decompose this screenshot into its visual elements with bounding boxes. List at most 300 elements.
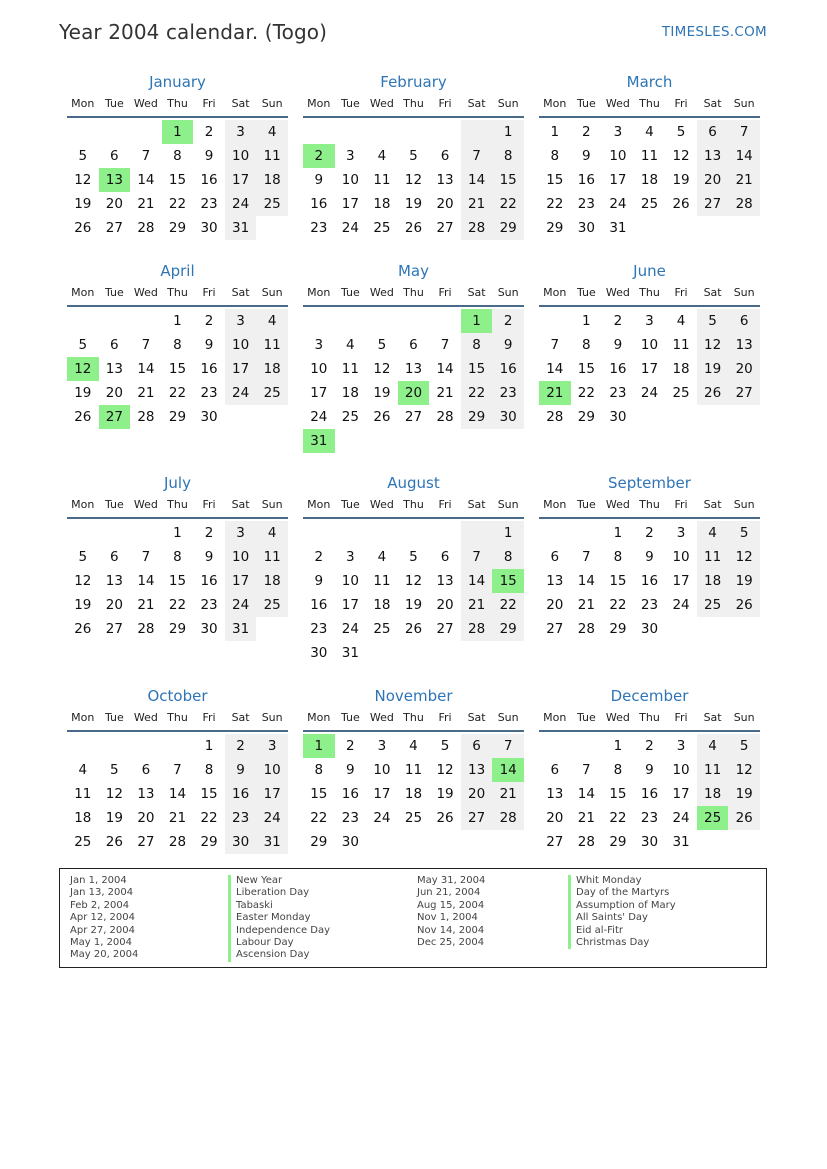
day-cell[interactable]: 1 xyxy=(204,738,214,754)
day-cell[interactable]: 13 xyxy=(728,333,760,357)
day-cell[interactable]: 13 xyxy=(546,786,564,802)
day-cell[interactable]: 24 xyxy=(609,196,627,212)
day-cell[interactable]: 17 xyxy=(640,361,659,377)
day-cell[interactable]: 12 xyxy=(697,333,729,357)
day-cell[interactable]: 15 xyxy=(609,573,627,589)
day-cell[interactable]: 25 xyxy=(74,834,92,850)
day-cell[interactable]: 23 xyxy=(200,385,218,401)
day-cell[interactable]: 1 xyxy=(492,521,524,545)
day-cell[interactable]: 24 xyxy=(341,621,359,637)
day-cell[interactable]: 23 xyxy=(640,810,659,826)
day-cell[interactable]: 30 xyxy=(640,834,659,850)
day-cell[interactable]: 3 xyxy=(377,738,387,754)
day-cell[interactable]: 3 xyxy=(645,313,654,329)
day-cell[interactable]: 12 xyxy=(728,545,760,569)
day-cell[interactable]: 14 xyxy=(137,573,155,589)
day-cell[interactable]: 11 xyxy=(256,144,288,168)
day-cell[interactable]: 23 xyxy=(341,810,359,826)
day-cell[interactable]: 19 xyxy=(728,782,760,806)
day-cell[interactable]: 10 xyxy=(256,758,288,782)
day-cell[interactable]: 4 xyxy=(409,738,418,754)
day-cell[interactable]: 18 xyxy=(256,168,288,192)
day-cell[interactable]: 5 xyxy=(697,309,729,333)
day-cell[interactable]: 5 xyxy=(676,124,686,140)
site-link[interactable]: TIMESLES.COM xyxy=(661,24,767,40)
day-cell[interactable]: 4 xyxy=(676,313,686,329)
day-cell[interactable]: 13 xyxy=(404,361,423,377)
day-cell[interactable]: 27 xyxy=(105,621,123,637)
day-cell[interactable]: 12 xyxy=(105,786,123,802)
day-cell[interactable]: 20 xyxy=(398,381,430,405)
day-cell[interactable]: 7 xyxy=(141,337,151,353)
day-cell[interactable]: 25 xyxy=(697,593,729,617)
day-cell[interactable]: 29 xyxy=(168,621,187,637)
day-cell[interactable]: 6 xyxy=(440,148,450,164)
day-cell[interactable]: 31 xyxy=(609,220,627,236)
day-cell[interactable]: 23 xyxy=(310,621,328,637)
day-cell[interactable]: 7 xyxy=(728,120,760,144)
day-cell[interactable]: 18 xyxy=(74,810,92,826)
day-cell[interactable]: 18 xyxy=(697,782,729,806)
day-cell[interactable]: 30 xyxy=(200,621,218,637)
day-cell[interactable]: 21 xyxy=(577,597,595,613)
day-cell[interactable]: 20 xyxy=(546,597,564,613)
day-cell[interactable]: 3 xyxy=(225,309,257,333)
day-cell[interactable]: 18 xyxy=(256,357,288,381)
day-cell[interactable]: 16 xyxy=(577,172,595,188)
day-cell[interactable]: 9 xyxy=(582,148,591,164)
day-cell[interactable]: 23 xyxy=(310,220,328,236)
day-cell[interactable]: 6 xyxy=(110,148,119,164)
day-cell[interactable]: 22 xyxy=(310,810,328,826)
day-cell[interactable]: 29 xyxy=(577,409,595,425)
day-cell[interactable]: 16 xyxy=(200,172,218,188)
day-cell[interactable]: 10 xyxy=(672,762,690,778)
day-cell[interactable]: 26 xyxy=(404,220,423,236)
day-cell[interactable]: 18 xyxy=(373,196,391,212)
day-cell[interactable]: 14 xyxy=(137,361,155,377)
day-cell[interactable]: 14 xyxy=(436,361,454,377)
day-cell[interactable]: 29 xyxy=(609,834,627,850)
day-cell[interactable]: 25 xyxy=(697,806,729,830)
day-cell[interactable]: 2 xyxy=(204,124,214,140)
day-cell[interactable]: 8 xyxy=(550,148,560,164)
day-cell[interactable]: 8 xyxy=(582,337,591,353)
day-cell[interactable]: 23 xyxy=(609,385,627,401)
day-cell[interactable]: 5 xyxy=(377,337,387,353)
day-cell[interactable]: 27 xyxy=(436,220,454,236)
day-cell[interactable]: 2 xyxy=(346,738,355,754)
day-cell[interactable]: 3 xyxy=(256,734,288,758)
day-cell[interactable]: 24 xyxy=(310,409,328,425)
day-cell[interactable]: 29 xyxy=(200,834,218,850)
day-cell[interactable]: 24 xyxy=(341,220,359,236)
day-cell[interactable]: 10 xyxy=(373,762,391,778)
day-cell[interactable]: 19 xyxy=(404,196,423,212)
day-cell[interactable]: 6 xyxy=(461,734,493,758)
day-cell[interactable]: 17 xyxy=(672,573,690,589)
day-cell[interactable]: 19 xyxy=(74,597,92,613)
day-cell[interactable]: 29 xyxy=(609,621,627,637)
day-cell[interactable]: 30 xyxy=(200,409,218,425)
day-cell[interactable]: 22 xyxy=(546,196,564,212)
day-cell[interactable]: 11 xyxy=(373,573,391,589)
day-cell[interactable]: 31 xyxy=(225,617,257,641)
day-cell[interactable]: 9 xyxy=(613,337,623,353)
day-cell[interactable]: 5 xyxy=(728,734,760,758)
day-cell[interactable]: 7 xyxy=(550,337,560,353)
day-cell[interactable]: 6 xyxy=(728,309,760,333)
day-cell[interactable]: 13 xyxy=(105,573,123,589)
day-cell[interactable]: 5 xyxy=(409,148,418,164)
day-cell[interactable]: 16 xyxy=(640,786,659,802)
day-cell[interactable]: 10 xyxy=(640,337,659,353)
day-cell[interactable]: 7 xyxy=(440,337,450,353)
day-cell[interactable]: 10 xyxy=(225,144,257,168)
day-cell[interactable]: 11 xyxy=(404,762,423,778)
day-cell[interactable]: 16 xyxy=(200,361,218,377)
day-cell[interactable]: 14 xyxy=(168,786,187,802)
day-cell[interactable]: 9 xyxy=(314,172,324,188)
day-cell[interactable]: 23 xyxy=(200,196,218,212)
day-cell[interactable]: 16 xyxy=(341,786,359,802)
day-cell[interactable]: 4 xyxy=(645,124,654,140)
day-cell[interactable]: 2 xyxy=(645,738,654,754)
day-cell[interactable]: 28 xyxy=(728,192,760,216)
day-cell[interactable]: 1 xyxy=(303,734,335,758)
day-cell[interactable]: 12 xyxy=(74,573,92,589)
day-cell[interactable]: 20 xyxy=(105,597,123,613)
day-cell[interactable]: 12 xyxy=(404,172,423,188)
day-cell[interactable]: 13 xyxy=(436,573,454,589)
day-cell[interactable]: 24 xyxy=(256,806,288,830)
day-cell[interactable]: 12 xyxy=(728,758,760,782)
day-cell[interactable]: 5 xyxy=(728,521,760,545)
day-cell[interactable]: 31 xyxy=(256,830,288,854)
day-cell[interactable]: 15 xyxy=(310,786,328,802)
day-cell[interactable]: 20 xyxy=(436,196,454,212)
day-cell[interactable]: 25 xyxy=(373,621,391,637)
day-cell[interactable]: 19 xyxy=(436,786,454,802)
day-cell[interactable]: 5 xyxy=(110,762,119,778)
day-cell[interactable]: 2 xyxy=(204,525,214,541)
day-cell[interactable]: 8 xyxy=(173,337,182,353)
day-cell[interactable]: 10 xyxy=(672,549,690,565)
day-cell[interactable]: 26 xyxy=(436,810,454,826)
day-cell[interactable]: 7 xyxy=(461,545,493,569)
day-cell[interactable]: 18 xyxy=(640,172,659,188)
day-cell[interactable]: 16 xyxy=(310,196,328,212)
day-cell[interactable]: 16 xyxy=(310,597,328,613)
day-cell[interactable]: 1 xyxy=(492,120,524,144)
day-cell[interactable]: 8 xyxy=(613,549,623,565)
day-cell[interactable]: 26 xyxy=(74,621,92,637)
day-cell[interactable]: 6 xyxy=(110,337,119,353)
day-cell[interactable]: 31 xyxy=(672,834,690,850)
day-cell[interactable]: 26 xyxy=(697,381,729,405)
day-cell[interactable]: 6 xyxy=(550,762,560,778)
day-cell[interactable]: 21 xyxy=(461,593,493,617)
day-cell[interactable]: 14 xyxy=(577,786,595,802)
day-cell[interactable]: 24 xyxy=(672,597,690,613)
day-cell[interactable]: 1 xyxy=(582,313,591,329)
day-cell[interactable]: 19 xyxy=(373,385,391,401)
day-cell[interactable]: 3 xyxy=(314,337,324,353)
day-cell[interactable]: 10 xyxy=(225,333,257,357)
day-cell[interactable]: 3 xyxy=(613,124,623,140)
day-cell[interactable]: 9 xyxy=(314,573,324,589)
day-cell[interactable]: 30 xyxy=(310,645,328,661)
day-cell[interactable]: 6 xyxy=(550,549,560,565)
day-cell[interactable]: 15 xyxy=(492,168,524,192)
day-cell[interactable]: 25 xyxy=(672,385,690,401)
day-cell[interactable]: 4 xyxy=(256,120,288,144)
day-cell[interactable]: 28 xyxy=(461,216,493,240)
day-cell[interactable]: 9 xyxy=(492,333,524,357)
day-cell[interactable]: 1 xyxy=(613,525,623,541)
day-cell[interactable]: 25 xyxy=(373,220,391,236)
day-cell[interactable]: 27 xyxy=(546,834,564,850)
day-cell[interactable]: 1 xyxy=(173,525,182,541)
day-cell[interactable]: 21 xyxy=(728,168,760,192)
day-cell[interactable]: 8 xyxy=(613,762,623,778)
day-cell[interactable]: 28 xyxy=(577,621,595,637)
day-cell[interactable]: 2 xyxy=(225,734,257,758)
day-cell[interactable]: 16 xyxy=(200,573,218,589)
day-cell[interactable]: 26 xyxy=(672,196,690,212)
day-cell[interactable]: 3 xyxy=(346,148,355,164)
day-cell[interactable]: 17 xyxy=(672,786,690,802)
day-cell[interactable]: 29 xyxy=(492,216,524,240)
day-cell[interactable]: 16 xyxy=(225,782,257,806)
day-cell[interactable]: 12 xyxy=(404,573,423,589)
day-cell[interactable]: 31 xyxy=(303,429,335,453)
day-cell[interactable]: 2 xyxy=(303,144,335,168)
day-cell[interactable]: 26 xyxy=(373,409,391,425)
day-cell[interactable]: 22 xyxy=(609,597,627,613)
day-cell[interactable]: 4 xyxy=(256,309,288,333)
day-cell[interactable]: 18 xyxy=(404,786,423,802)
day-cell[interactable]: 16 xyxy=(609,361,627,377)
day-cell[interactable]: 15 xyxy=(492,569,524,593)
day-cell[interactable]: 4 xyxy=(697,521,729,545)
day-cell[interactable]: 23 xyxy=(200,597,218,613)
day-cell[interactable]: 29 xyxy=(310,834,328,850)
day-cell[interactable]: 14 xyxy=(492,758,524,782)
day-cell[interactable]: 20 xyxy=(697,168,729,192)
day-cell[interactable]: 8 xyxy=(173,549,182,565)
day-cell[interactable]: 27 xyxy=(728,381,760,405)
day-cell[interactable]: 26 xyxy=(74,409,92,425)
day-cell[interactable]: 3 xyxy=(676,525,686,541)
day-cell[interactable]: 27 xyxy=(99,405,131,429)
day-cell[interactable]: 29 xyxy=(461,405,493,429)
day-cell[interactable]: 30 xyxy=(609,409,627,425)
day-cell[interactable]: 16 xyxy=(640,573,659,589)
day-cell[interactable]: 17 xyxy=(310,385,328,401)
day-cell[interactable]: 8 xyxy=(173,148,182,164)
day-cell[interactable]: 10 xyxy=(609,148,627,164)
day-cell[interactable]: 8 xyxy=(492,545,524,569)
day-cell[interactable]: 28 xyxy=(137,409,155,425)
day-cell[interactable]: 17 xyxy=(225,357,257,381)
day-cell[interactable]: 29 xyxy=(168,220,187,236)
day-cell[interactable]: 13 xyxy=(546,573,564,589)
day-cell[interactable]: 28 xyxy=(461,617,493,641)
day-cell[interactable]: 4 xyxy=(377,549,387,565)
day-cell[interactable]: 17 xyxy=(341,597,359,613)
day-cell[interactable]: 26 xyxy=(728,593,760,617)
day-cell[interactable]: 1 xyxy=(162,120,194,144)
day-cell[interactable]: 11 xyxy=(256,545,288,569)
day-cell[interactable]: 26 xyxy=(728,806,760,830)
day-cell[interactable]: 19 xyxy=(74,196,92,212)
day-cell[interactable]: 2 xyxy=(645,525,654,541)
day-cell[interactable]: 22 xyxy=(461,381,493,405)
day-cell[interactable]: 13 xyxy=(697,144,729,168)
day-cell[interactable]: 8 xyxy=(492,144,524,168)
day-cell[interactable]: 8 xyxy=(461,333,493,357)
day-cell[interactable]: 31 xyxy=(341,645,359,661)
day-cell[interactable]: 27 xyxy=(436,621,454,637)
day-cell[interactable]: 6 xyxy=(409,337,418,353)
day-cell[interactable]: 4 xyxy=(697,734,729,758)
day-cell[interactable]: 18 xyxy=(697,569,729,593)
day-cell[interactable]: 24 xyxy=(672,810,690,826)
day-cell[interactable]: 8 xyxy=(314,762,324,778)
day-cell[interactable]: 23 xyxy=(640,597,659,613)
day-cell[interactable]: 19 xyxy=(672,172,690,188)
day-cell[interactable]: 16 xyxy=(492,357,524,381)
day-cell[interactable]: 17 xyxy=(373,786,391,802)
day-cell[interactable]: 13 xyxy=(137,786,155,802)
day-cell[interactable]: 24 xyxy=(225,381,257,405)
day-cell[interactable]: 29 xyxy=(546,220,564,236)
day-cell[interactable]: 25 xyxy=(256,192,288,216)
day-cell[interactable]: 11 xyxy=(697,758,729,782)
day-cell[interactable]: 17 xyxy=(341,196,359,212)
day-cell[interactable]: 25 xyxy=(256,593,288,617)
day-cell[interactable]: 19 xyxy=(728,569,760,593)
day-cell[interactable]: 17 xyxy=(225,569,257,593)
day-cell[interactable]: 6 xyxy=(141,762,151,778)
day-cell[interactable]: 4 xyxy=(256,521,288,545)
day-cell[interactable]: 7 xyxy=(492,734,524,758)
day-cell[interactable]: 1 xyxy=(461,309,493,333)
day-cell[interactable]: 28 xyxy=(137,220,155,236)
day-cell[interactable]: 17 xyxy=(609,172,627,188)
day-cell[interactable]: 11 xyxy=(256,333,288,357)
day-cell[interactable]: 19 xyxy=(74,385,92,401)
day-cell[interactable]: 27 xyxy=(461,806,493,830)
day-cell[interactable]: 11 xyxy=(697,545,729,569)
day-cell[interactable]: 18 xyxy=(373,597,391,613)
day-cell[interactable]: 11 xyxy=(640,148,659,164)
day-cell[interactable]: 30 xyxy=(492,405,524,429)
day-cell[interactable]: 2 xyxy=(582,124,591,140)
day-cell[interactable]: 15 xyxy=(546,172,564,188)
day-cell[interactable]: 30 xyxy=(640,621,659,637)
day-cell[interactable]: 12 xyxy=(74,172,92,188)
day-cell[interactable]: 29 xyxy=(168,409,187,425)
day-cell[interactable]: 29 xyxy=(492,617,524,641)
day-cell[interactable]: 17 xyxy=(256,782,288,806)
day-cell[interactable]: 4 xyxy=(377,148,387,164)
day-cell[interactable]: 9 xyxy=(645,549,654,565)
day-cell[interactable]: 9 xyxy=(225,758,257,782)
day-cell[interactable]: 22 xyxy=(577,385,595,401)
day-cell[interactable]: 28 xyxy=(137,621,155,637)
day-cell[interactable]: 19 xyxy=(404,597,423,613)
day-cell[interactable]: 26 xyxy=(74,220,92,236)
day-cell[interactable]: 27 xyxy=(697,192,729,216)
day-cell[interactable]: 3 xyxy=(346,549,355,565)
day-cell[interactable]: 25 xyxy=(640,196,659,212)
day-cell[interactable]: 2 xyxy=(492,309,524,333)
day-cell[interactable]: 14 xyxy=(461,168,493,192)
day-cell[interactable]: 23 xyxy=(492,381,524,405)
day-cell[interactable]: 4 xyxy=(78,762,88,778)
day-cell[interactable]: 30 xyxy=(341,834,359,850)
day-cell[interactable]: 11 xyxy=(373,172,391,188)
day-cell[interactable]: 24 xyxy=(373,810,391,826)
day-cell[interactable]: 21 xyxy=(168,810,187,826)
day-cell[interactable]: 9 xyxy=(346,762,355,778)
day-cell[interactable]: 10 xyxy=(341,172,359,188)
day-cell[interactable]: 7 xyxy=(173,762,182,778)
day-cell[interactable]: 21 xyxy=(137,597,155,613)
day-cell[interactable]: 13 xyxy=(105,361,123,377)
day-cell[interactable]: 20 xyxy=(546,810,564,826)
day-cell[interactable]: 26 xyxy=(105,834,123,850)
day-cell[interactable]: 21 xyxy=(137,196,155,212)
day-cell[interactable]: 5 xyxy=(78,549,88,565)
day-cell[interactable]: 14 xyxy=(546,361,564,377)
day-cell[interactable]: 20 xyxy=(105,385,123,401)
day-cell[interactable]: 7 xyxy=(141,549,151,565)
day-cell[interactable]: 11 xyxy=(341,361,359,377)
day-cell[interactable]: 18 xyxy=(256,569,288,593)
day-cell[interactable]: 13 xyxy=(461,758,493,782)
day-cell[interactable]: 10 xyxy=(225,545,257,569)
day-cell[interactable]: 22 xyxy=(168,597,187,613)
day-cell[interactable]: 7 xyxy=(582,762,591,778)
day-cell[interactable]: 15 xyxy=(168,172,187,188)
day-cell[interactable]: 18 xyxy=(341,385,359,401)
day-cell[interactable]: 28 xyxy=(492,806,524,830)
day-cell[interactable]: 9 xyxy=(204,549,214,565)
day-cell[interactable]: 15 xyxy=(461,357,493,381)
day-cell[interactable]: 30 xyxy=(200,220,218,236)
day-cell[interactable]: 13 xyxy=(99,168,131,192)
day-cell[interactable]: 12 xyxy=(67,357,99,381)
day-cell[interactable]: 12 xyxy=(672,148,690,164)
day-cell[interactable]: 5 xyxy=(440,738,450,754)
day-cell[interactable]: 18 xyxy=(672,361,690,377)
day-cell[interactable]: 3 xyxy=(225,521,257,545)
day-cell[interactable]: 28 xyxy=(436,409,454,425)
day-cell[interactable]: 14 xyxy=(577,573,595,589)
day-cell[interactable]: 3 xyxy=(225,120,257,144)
day-cell[interactable]: 2 xyxy=(314,549,324,565)
day-cell[interactable]: 5 xyxy=(78,337,88,353)
day-cell[interactable]: 22 xyxy=(168,385,187,401)
day-cell[interactable]: 26 xyxy=(404,621,423,637)
day-cell[interactable]: 15 xyxy=(577,361,595,377)
day-cell[interactable]: 15 xyxy=(609,786,627,802)
day-cell[interactable]: 19 xyxy=(105,810,123,826)
day-cell[interactable]: 23 xyxy=(225,806,257,830)
